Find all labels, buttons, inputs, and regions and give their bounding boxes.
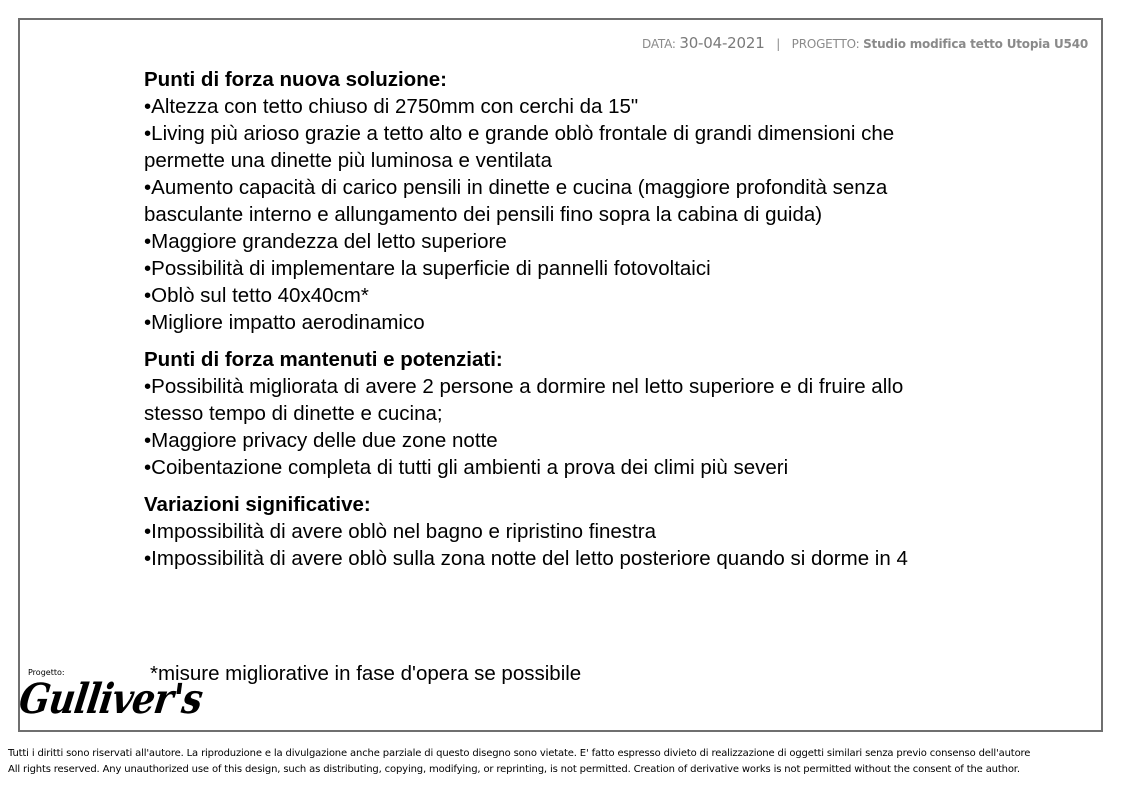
bullet-item: •Coibentazione completa di tutti gli ambienti a prova dei climi più severi [144, 456, 789, 479]
bullet-item: •Oblò sul tetto 40x40cm* [144, 284, 369, 307]
bullet-item: •Migliore impatto aerodinamico [144, 311, 425, 334]
section-new-solution [144, 66, 964, 336]
date-value: 30-04-2021 [679, 34, 765, 52]
bullet-item: •Possibilità di implementare la superficie di pannelli fotovoltaici [144, 257, 711, 280]
section-maintained-strengths [144, 346, 964, 481]
logo-caption: Progetto: [28, 668, 65, 677]
legal-line-italian: Tutti i diritti sono riservati all'autore. La riproduzione e la divulgazione anche parziale di questo disegno sono vietate. E' fatto espresso divieto di realizzazione di oggetti similari senza previo consenso dell'autore [8, 748, 1031, 759]
header-meta [642, 34, 1088, 52]
legal-line-english: All rights reserved. Any unauthorized use of this design, such as distributing, copying, modifying, or reprinting, is not permitted. Creation of derivative works is not permitted without the consent of the author. [8, 764, 1020, 775]
project-value: Studio modifica tetto Utopia U540 [863, 37, 1088, 51]
gullivers-logo [16, 665, 206, 729]
legal-notice [8, 746, 1118, 778]
bullet-item: •Living più arioso grazie a tetto alto e grande oblò frontale di grandi dimensioni che permette una dinette più luminosa e ventilata [144, 122, 895, 172]
bullet-item: •Impossibilità di avere oblò sulla zona notte del letto posteriore quando si dorme in 4 [144, 547, 908, 570]
bullet-item: •Possibilità migliorata di avere 2 persone a dormire nel letto superiore e di fruire allo stesso tempo di dinette e cucina; [144, 375, 904, 425]
footnote: *misure migliorative in fase d'opera se possibile [150, 662, 582, 685]
section-significant-variations [144, 491, 964, 572]
bullet-item: •Maggiore privacy delle due zone notte [144, 429, 498, 452]
header-separator: | [776, 37, 781, 51]
document-frame [18, 18, 1103, 732]
bullet-item: •Impossibilità di avere oblò nel bagno e ripristino finestra [144, 520, 656, 543]
project-label: PROGETTO: [791, 37, 860, 51]
section-title: Punti di forza mantenuti e potenziati: [144, 348, 503, 371]
date-label: DATA: [642, 37, 676, 51]
logo-wordmark: Gulliver's [16, 675, 206, 724]
bullet-item: •Aumento capacità di carico pensili in dinette e cucina (maggiore profondità senza basculante interno e allungamento dei pensili fino sopra la cabina di guida) [144, 176, 888, 226]
section-title: Punti di forza nuova soluzione: [144, 68, 447, 91]
bullet-item: •Maggiore grandezza del letto superiore [144, 230, 507, 253]
bullet-item: •Altezza con tetto chiuso di 2750mm con cerchi da 15" [144, 95, 639, 118]
section-title: Variazioni significative: [144, 493, 371, 516]
document-content [144, 66, 964, 582]
